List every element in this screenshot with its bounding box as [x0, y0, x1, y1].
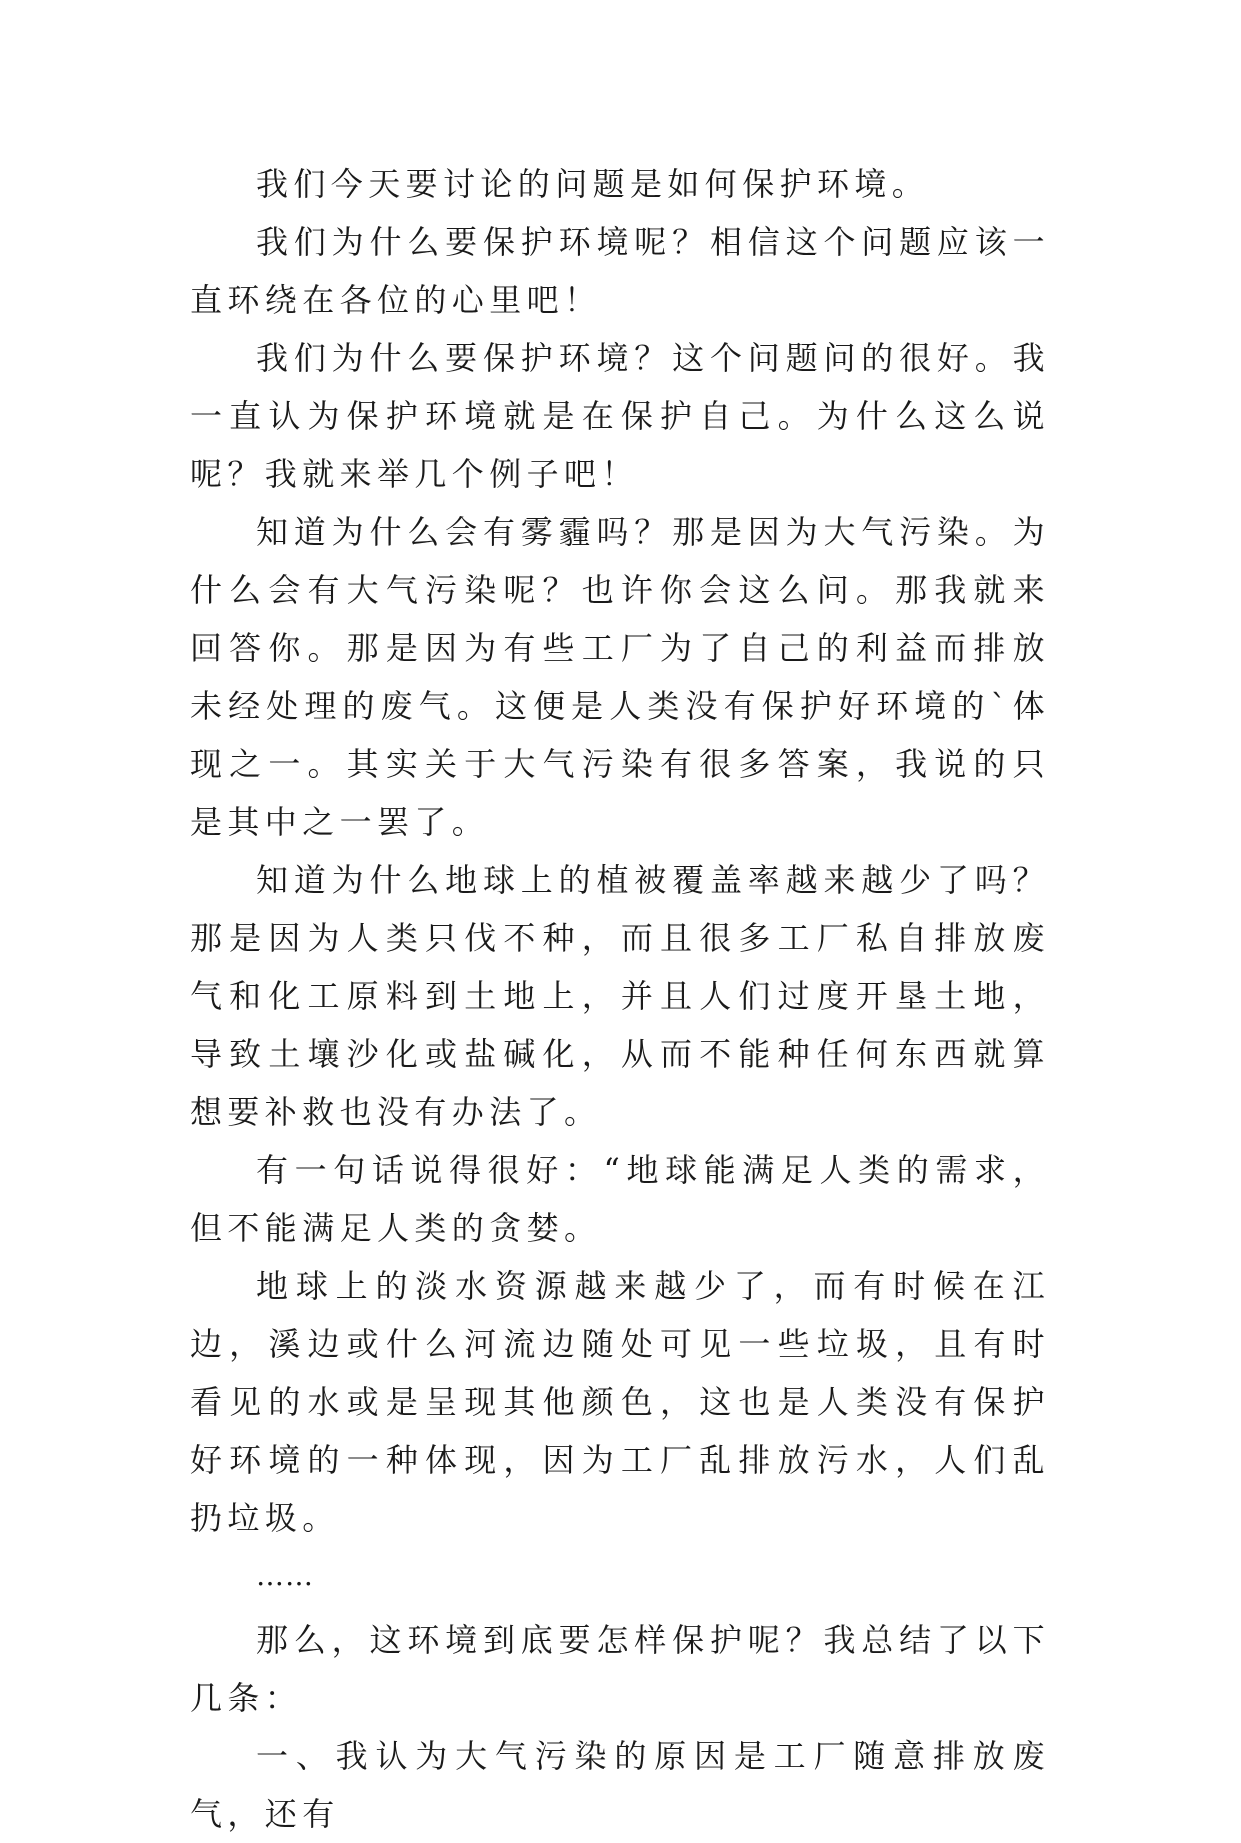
paragraph-intro: 我们今天要讨论的问题是如何保护环境。 [256, 165, 930, 203]
paragraph-how-protect: 那么，这环境到底要怎样保护呢？我总结了以下几条： [190, 1621, 1050, 1717]
paragraph-point-one: 一、我认为大气污染的原因是工厂随意排放废气，还有 [190, 1737, 1050, 1833]
paragraph-fresh-water: 地球上的淡水资源越来越少了，而有时候在江边，溪边或什么河流边随处可见一些垃圾，且有时看见的水或是呈现其他颜色，这也是人类没有保护好环境的一种体现，因为工厂乱排放污水，人们乱扔垃圾。 [190, 1267, 1050, 1537]
paragraph-quote: 有一句话说得很好：“地球能满足人类的需求，但不能满足人类的贪婪。 [190, 1151, 1050, 1247]
paragraph-protect-self: 我们为什么要保护环境？这个问题问的很好。我一直认为保护环境就是在保护自己。为什么这么说呢？我就来举几个例子吧！ [190, 339, 1050, 493]
paragraph-air-pollution: 知道为什么会有雾霾吗？那是因为大气污染。为什么会有大气污染呢？也许你会这么问。那我就来回答你。那是因为有些工厂为了自己的利益而排放未经处理的废气。这便是人类没有保护好环境的`体现之一。其实关于大气污染有很多答案，我说的只是其中之一罢了。 [190, 513, 1050, 841]
paragraph-ellipsis: …… [256, 1559, 314, 1592]
document-body [190, 155, 1050, 1843]
paragraph-why-protect: 我们为什么要保护环境呢？相信这个问题应该一直环绕在各位的心里吧！ [190, 223, 1050, 319]
paragraph-vegetation: 知道为什么地球上的植被覆盖率越来越少了吗？那是因为人类只伐不种，而且很多工厂私自排放废气和化工原料到土地上，并且人们过度开垦土地，导致土壤沙化或盐碱化，从而不能种任何东西就算想要补救也没有办法了。 [190, 861, 1050, 1131]
